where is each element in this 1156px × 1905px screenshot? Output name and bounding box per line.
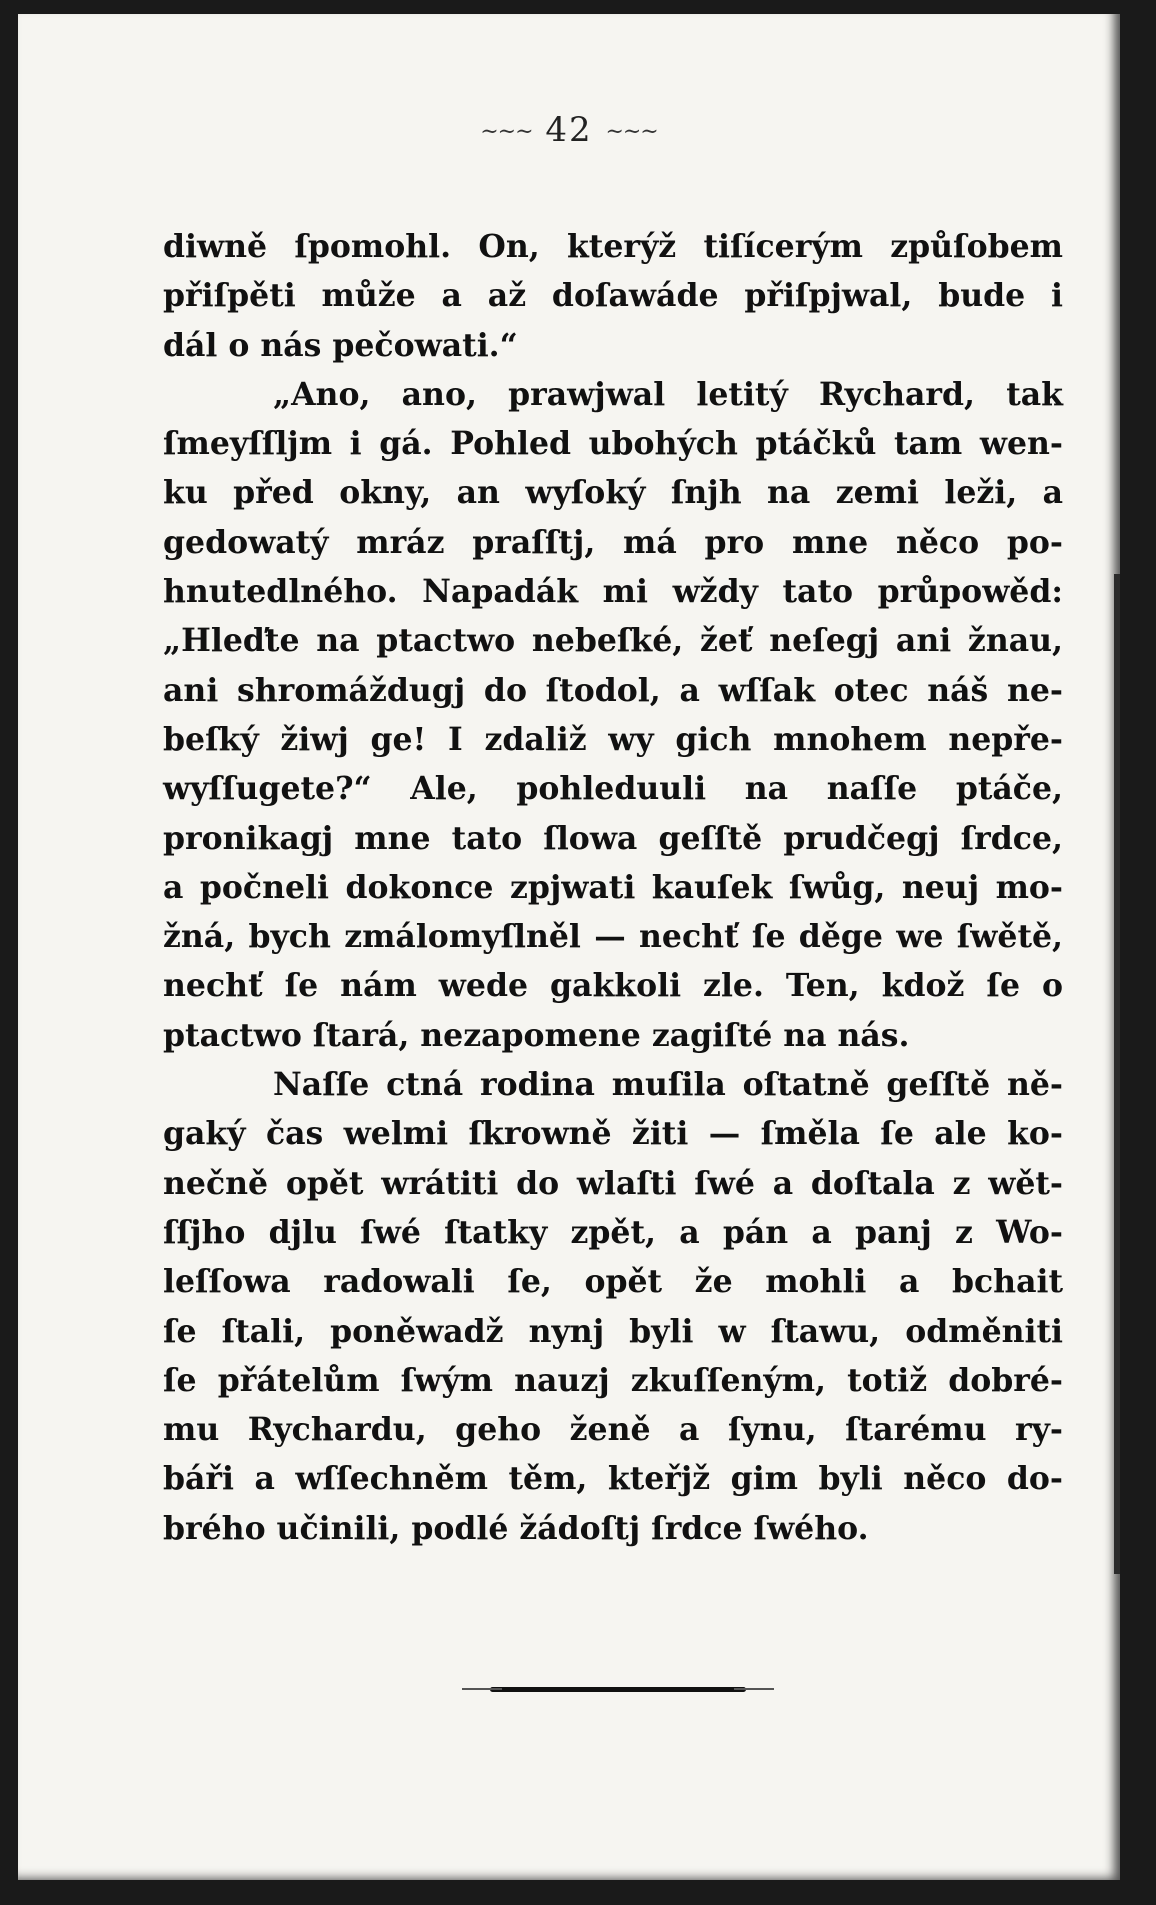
text-line: hnutedlného. Napadák mi wždy tato průpowěd:: [163, 573, 1063, 611]
text-line: ptactwo ſtará, nezapomene zagiſté na nás.: [163, 1016, 910, 1054]
text-line: beſký žiwj ge! I zdaliž wy gich mnohem nepře-: [163, 720, 1063, 758]
text-line: gedowatý mráz praſſtj, má pro mne něco po-: [163, 523, 1063, 561]
text-line: mu Rychardu, geho ženě a ſynu, ſtarému ry-: [163, 1411, 1063, 1449]
text-line: brého učinili, podlé žádoſtj ſrdce ſwého.: [163, 1509, 869, 1547]
text-line: pronikagj mne tato ſlowa geſſtě prudčegj ſrdce,: [163, 819, 1063, 857]
page-number: 42: [545, 110, 593, 150]
page-header: [18, 110, 1120, 150]
text-line: ani shromáždugj do ſtodol, a wſſak otec náš ne-: [163, 671, 1063, 709]
text-line: Naſſe ctná rodina muſila oſtatně geſſtě ně-: [273, 1066, 1063, 1104]
body-text: [163, 222, 1063, 1553]
text-line: ſe přátelům ſwým nauzj zkuſſeným, totiž dobré-: [163, 1361, 1063, 1399]
text-line: báři a wſſechněm těm, kteřjž gim byli něco do-: [163, 1460, 1063, 1498]
text-line: leſſowa radowali ſe, opět že mohli a bchait: [163, 1263, 1063, 1301]
text-line: a počneli dokonce zpjwati kauſek ſwůg, neuj mo-: [163, 868, 1063, 906]
text-line: ſe ſtali, poněwadž nynj byli w ſtawu, odměniti: [163, 1312, 1063, 1350]
header-ornament-left: ~~~: [480, 119, 533, 145]
book-page: [18, 14, 1120, 1880]
text-line: „Hleďte na ptactwo nebeſké, žeť neſegj ani žnau,: [163, 622, 1063, 660]
text-line: „Ano, ano, prawjwal letitý Rychard, tak: [273, 375, 1063, 413]
text-line: přiſpěti může a až doſawáde přiſpjwal, bude i: [163, 277, 1063, 315]
text-line: nechť ſe nám wede gakkoli zle. Ten, kdož ſe o: [163, 967, 1063, 1005]
text-line: žná, bych zmálomyſlněl — nechť ſe děge we ſwětě,: [163, 918, 1063, 956]
header-ornament-right: ~~~: [605, 119, 658, 145]
text-line: ſſjho djlu ſwé ſtatky zpět, a pán a panj z Wo-: [163, 1213, 1063, 1251]
text-line: diwně ſpomohl. On, kterýž tiſícerým způſobem: [163, 228, 1063, 265]
text-line: gaký čas welmi ſkrowně žiti — ſměla ſe ale ko-: [163, 1115, 1063, 1153]
text-line: ku před okny, an wyſoký ſnjh na zemi leži, a: [163, 474, 1063, 512]
page-edge-shadow: [1114, 574, 1120, 1574]
text-line: wyſſugete?“ Ale, pohleduuli na naſſe ptáče,: [163, 770, 1063, 808]
closing-rule-divider: [490, 1687, 746, 1692]
text-line: nečně opět wrátiti do wlaſti ſwé a doſtala z wět-: [163, 1164, 1063, 1202]
text-line: dál o nás pečowati.“: [163, 326, 518, 364]
text-line: ſmeyſſljm i gá. Pohled ubohých ptáčků tam wen-: [163, 425, 1063, 463]
